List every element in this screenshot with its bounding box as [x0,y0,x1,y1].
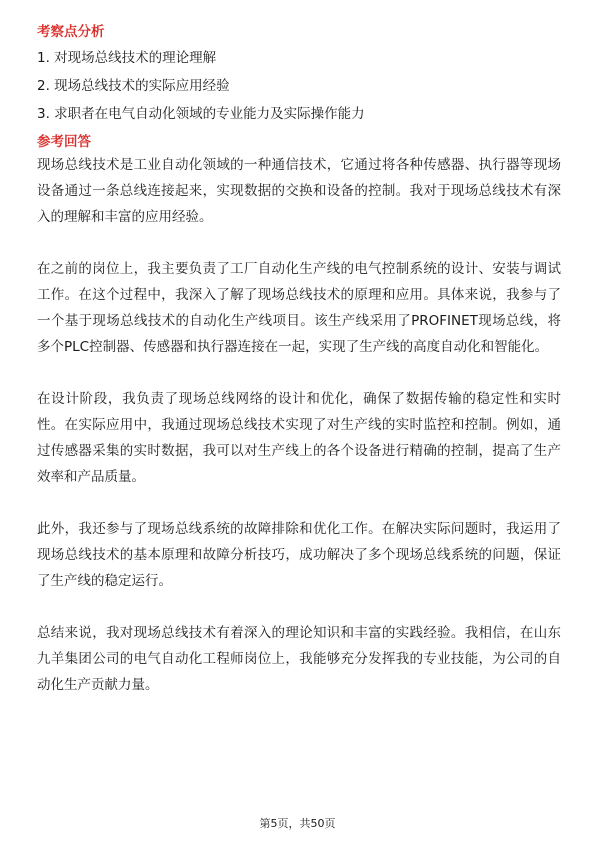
analysis-heading: 考察点分析 [37,24,105,40]
analysis-item: 2. 现场总线技术的实际应用经验 [37,78,230,94]
page-number: 第5页，共50页 [259,817,336,830]
answer-heading: 参考回答 [37,134,91,150]
analysis-list [37,48,561,132]
analysis-item: 1. 对现场总线技术的理论理解 [37,50,217,66]
page-content [37,22,561,698]
answer-paragraph: 此外，我还参与了现场总线系统的故障排除和优化工作。在解决实际问题时，我运用了现场总线技术的基本原理和故障分析技巧，成功解决了多个现场总线系统的问题，保证了生产线的稳定运行。 [37,521,561,589]
answer-paragraph: 在之前的岗位上，我主要负责了工厂自动化生产线的电气控制系统的设计、安装与调试工作。在这个过程中，我深入了解了现场总线技术的原理和应用。具体来说，我参与了一个基于现场总线技术的自动化生产线项目。该生产线采用了PROFINET现场总线，将多个PLC控制器、传感器和执行器连接在一起，实现了生产线的高度自动化和智能化。 [37,261,561,355]
answer-paragraph: 总结来说，我对现场总线技术有着深入的理论知识和丰富的实践经验。我相信，在山东九羊集团公司的电气自动化工程师岗位上，我能够充分发挥我的专业技能，为公司的自动化生产贡献力量。 [37,625,561,693]
answer-body [37,152,561,698]
answer-paragraph: 现场总线技术是工业自动化领域的一种通信技术，它通过将各种传感器、执行器等现场设备通过一条总线连接起来，实现数据的交换和设备的控制。我对于现场总线技术有深入的理解和丰富的应用经验。 [37,157,561,225]
answer-paragraph: 在设计阶段，我负责了现场总线网络的设计和优化，确保了数据传输的稳定性和实时性。在实际应用中，我通过现场总线技术实现了对生产线的实时监控和控制。例如，通过传感器采集的实时数据，我可以对生产线上的各个设备进行精确的控制，提高了生产效率和产品质量。 [37,391,561,485]
analysis-item: 3. 求职者在电气自动化领域的专业能力及实际操作能力 [37,106,365,122]
